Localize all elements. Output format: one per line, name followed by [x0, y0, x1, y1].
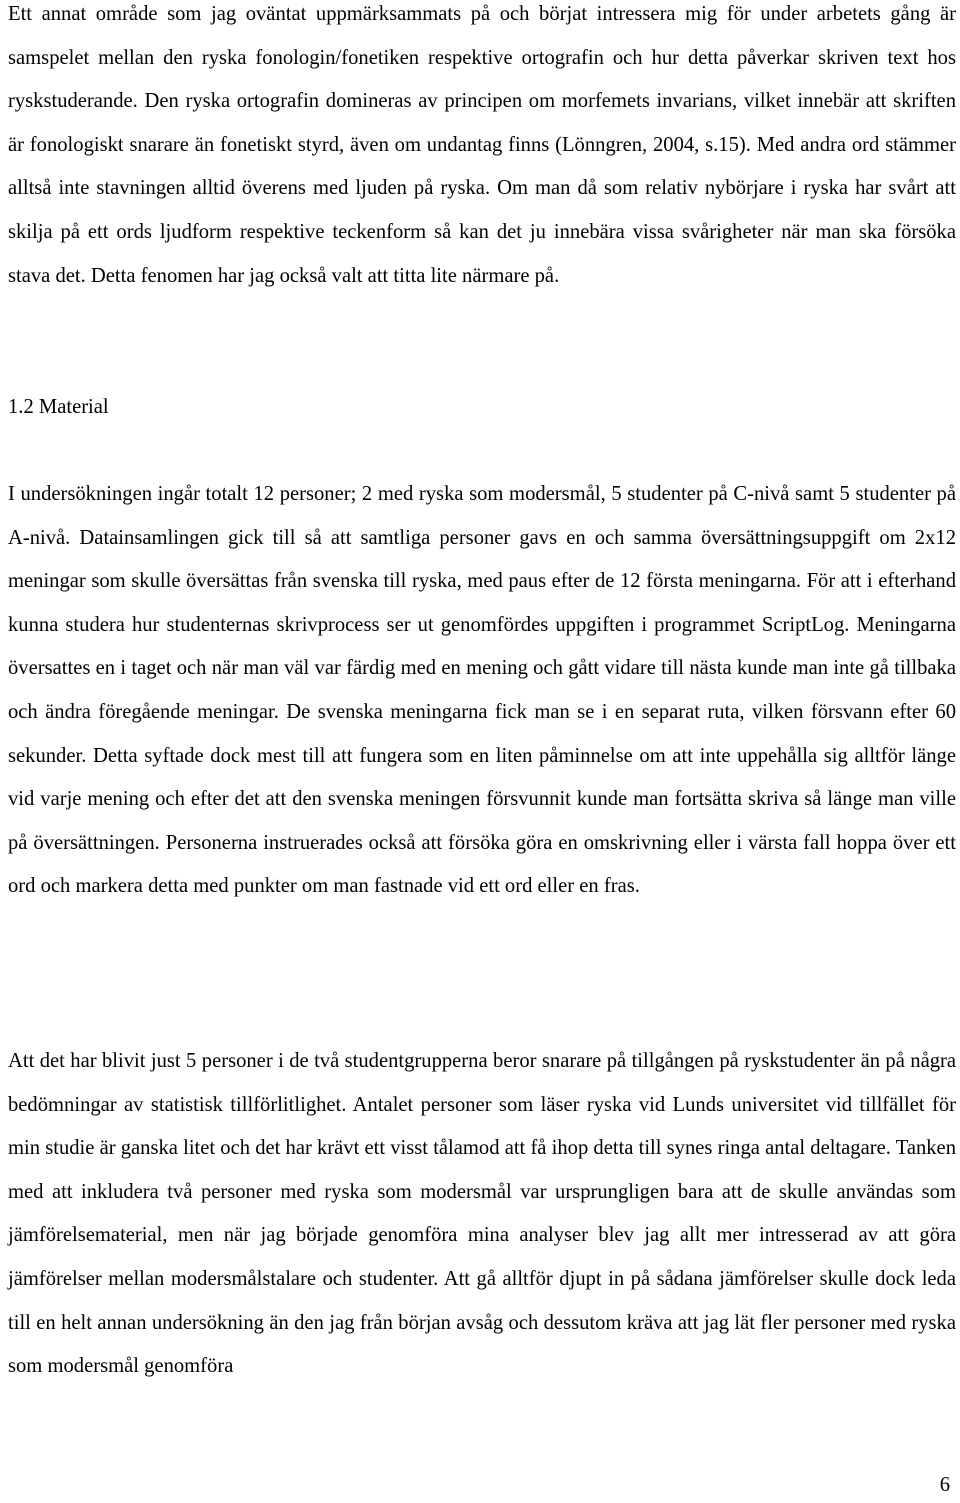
body-paragraph: I undersökningen ingår totalt 12 personer; 2 med ryska som modersmål, 5 studenter på C-nivå samt 5 studenter på A-nivå. Datainsamlingen gick till så att samtliga personer gavs en och samma översättningsuppgift om 2x12 meningar som skulle översättas från svenska till ryska, med paus efter de 12 första meningarna. För att i efterhand kunna studera hur studenternas skrivprocess ser ut genomfördes uppgiften i programmet ScriptLog. Meningarna översattes en i taget och när man väl var färdig med en mening och gått vidare till nästa kunde man inte gå tillbaka och ändra föregående meningar. De svenska meningarna fick man se i en separat ruta, vilken försvann efter 60 sekunder. Detta syftade dock mest till att fungera som en liten påminnelse om att inte uppehålla sig alltför länge vid varje mening och efter det att den svenska meningen försvunnit kunde man fortsätta skriva så länge man ville på översättningen. Personerna instruerades också att försöka göra en omskrivning eller i värsta fall hoppa över ett ord och markera detta med punkter om man fastnade vid ett ord eller en fras.: [8, 483, 956, 898]
section-heading: 1.2 Material: [8, 396, 109, 418]
body-paragraph: Ett annat område som jag oväntat uppmärksammats på och börjat intressera mig för under arbetets gång är samspelet mellan den ryska fonologin/fonetiken respektive ortografin och hur detta påverkar skriven text hos ryskstuderande. Den ryska ortografin domineras av principen om morfemets invarians, vilket innebär att skriften är fonologiskt snarare än fonetiskt styrd, även om undantag finns (Lönngren, 2004, s.15). Med andra ord stämmer alltså inte stavningen alltid överens med ljuden på ryska. Om man då som relativ nybörjare i ryska har svårt att skilja på ett ords ljudform respektive teckenform så kan det ju innebära vissa svårigheter när man ska försöka stava det. Detta fenomen har jag också valt att titta lite närmare på.: [8, 3, 956, 287]
body-paragraph: Att det har blivit just 5 personer i de två studentgrupperna beror snarare på tillgången på ryskstudenter än på några bedömningar av statistisk tillförlitlighet. Antalet personer som läser ryska vid Lunds universitet vid tillfället för min studie är ganska litet och det har krävt ett visst tålamod att få ihop detta till synes ringa antal deltagare. Tanken med att inkludera två personer med ryska som modersmål var ursprungligen bara att de skulle användas som jämförelsematerial, men när jag började genomföra mina analyser blev jag allt mer intresserad av att göra jämförelser mellan modersmålstalare och studenter. Att gå alltför djupt in på sådana jämförelser skulle dock leda till en helt annan undersökning än den jag från början avsåg och dessutom kräva att jag lät fler personer med ryska som modersmål genomföra: [8, 1050, 956, 1378]
page-number: 6: [939, 1474, 950, 1496]
